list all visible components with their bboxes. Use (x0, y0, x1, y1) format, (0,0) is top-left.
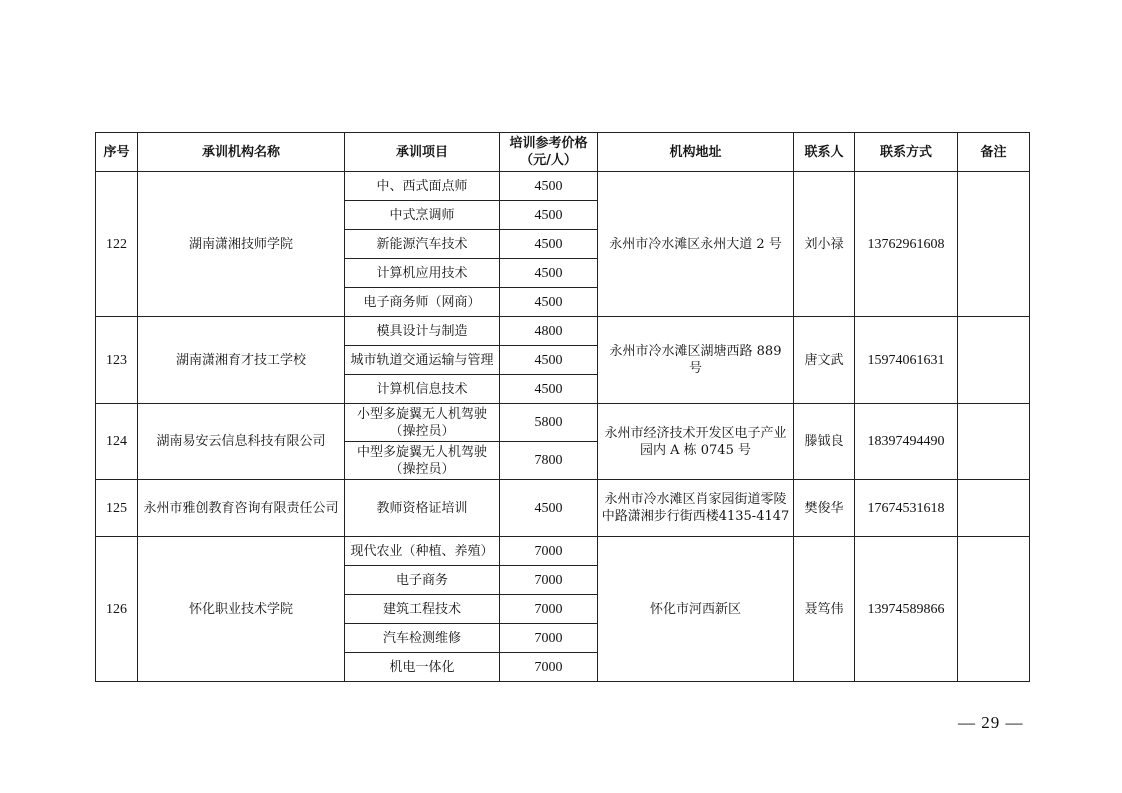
cell-seq: 126 (96, 537, 138, 682)
cell-address: 永州市经济技术开发区电子产业园内 A 栋 0745 号 (598, 404, 794, 480)
cell-project: 中、西式面点师 (345, 172, 500, 201)
cell-price: 7000 (500, 653, 598, 682)
cell-phone: 18397494490 (855, 404, 958, 480)
cell-price: 4500 (500, 172, 598, 201)
cell-project: 模具设计与制造 (345, 317, 500, 346)
cell-contact: 聂笃伟 (794, 537, 855, 682)
table-row (96, 480, 1030, 537)
header-remark: 备注 (958, 133, 1030, 172)
cell-price: 4500 (500, 288, 598, 317)
cell-phone: 13974589866 (855, 537, 958, 682)
cell-contact: 滕钺良 (794, 404, 855, 480)
cell-phone: 13762961608 (855, 172, 958, 317)
cell-price: 7000 (500, 537, 598, 566)
cell-project: 小型多旋翼无人机驾驶（操控员） (345, 404, 500, 442)
cell-remark (958, 537, 1030, 682)
cell-remark (958, 480, 1030, 537)
cell-contact: 樊俊华 (794, 480, 855, 537)
cell-project: 机电一体化 (345, 653, 500, 682)
cell-project: 建筑工程技术 (345, 595, 500, 624)
cell-seq: 125 (96, 480, 138, 537)
cell-project: 汽车检测维修 (345, 624, 500, 653)
header-phone: 联系方式 (855, 133, 958, 172)
cell-remark (958, 317, 1030, 404)
cell-address: 永州市冷水滩区永州大道 2 号 (598, 172, 794, 317)
cell-project: 教师资格证培训 (345, 480, 500, 537)
cell-project: 中型多旋翼无人机驾驶（操控员） (345, 442, 500, 480)
cell-price: 7000 (500, 624, 598, 653)
cell-price: 4500 (500, 259, 598, 288)
cell-phone: 15974061631 (855, 317, 958, 404)
header-price: 培训参考价格（元/人） (500, 133, 598, 172)
header-address: 机构地址 (598, 133, 794, 172)
cell-org: 永州市雅创教育咨询有限责任公司 (138, 480, 345, 537)
cell-price: 4500 (500, 201, 598, 230)
cell-project: 计算机信息技术 (345, 375, 500, 404)
cell-project: 城市轨道交通运输与管理 (345, 346, 500, 375)
table-row (96, 317, 1030, 346)
table-body (96, 172, 1030, 682)
cell-remark (958, 404, 1030, 480)
cell-project: 电子商务师（网商） (345, 288, 500, 317)
page-number: — 29 — (958, 713, 1024, 732)
cell-price: 4500 (500, 346, 598, 375)
header-project: 承训项目 (345, 133, 500, 172)
cell-project: 中式烹调师 (345, 201, 500, 230)
cell-org: 湖南潇湘育才技工学校 (138, 317, 345, 404)
training-institution-table (95, 132, 1030, 682)
table-row (96, 172, 1030, 201)
cell-project: 电子商务 (345, 566, 500, 595)
header-org: 承训机构名称 (138, 133, 345, 172)
table-row (96, 404, 1030, 442)
cell-org: 湖南潇湘技师学院 (138, 172, 345, 317)
cell-project: 计算机应用技术 (345, 259, 500, 288)
cell-price: 7000 (500, 566, 598, 595)
cell-address: 永州市冷水滩区湖塘西路 889 号 (598, 317, 794, 404)
cell-remark (958, 172, 1030, 317)
cell-price: 7000 (500, 595, 598, 624)
cell-org: 湖南易安云信息科技有限公司 (138, 404, 345, 480)
cell-contact: 唐文武 (794, 317, 855, 404)
cell-contact: 刘小禄 (794, 172, 855, 317)
table-header-row (96, 133, 1030, 172)
cell-price: 4800 (500, 317, 598, 346)
cell-price: 7800 (500, 442, 598, 480)
header-seq: 序号 (96, 133, 138, 172)
cell-seq: 124 (96, 404, 138, 480)
cell-address: 永州市冷水滩区肖家园街道零陵中路潇湘步行街西楼4135-4147 (598, 480, 794, 537)
cell-seq: 122 (96, 172, 138, 317)
cell-price: 4500 (500, 480, 598, 537)
cell-price: 4500 (500, 375, 598, 404)
cell-seq: 123 (96, 317, 138, 404)
table-row (96, 537, 1030, 566)
cell-price: 5800 (500, 404, 598, 442)
cell-price: 4500 (500, 230, 598, 259)
header-contact: 联系人 (794, 133, 855, 172)
cell-project: 新能源汽车技术 (345, 230, 500, 259)
cell-org: 怀化职业技术学院 (138, 537, 345, 682)
cell-project: 现代农业（种植、养殖） (345, 537, 500, 566)
cell-address: 怀化市河西新区 (598, 537, 794, 682)
cell-phone: 17674531618 (855, 480, 958, 537)
